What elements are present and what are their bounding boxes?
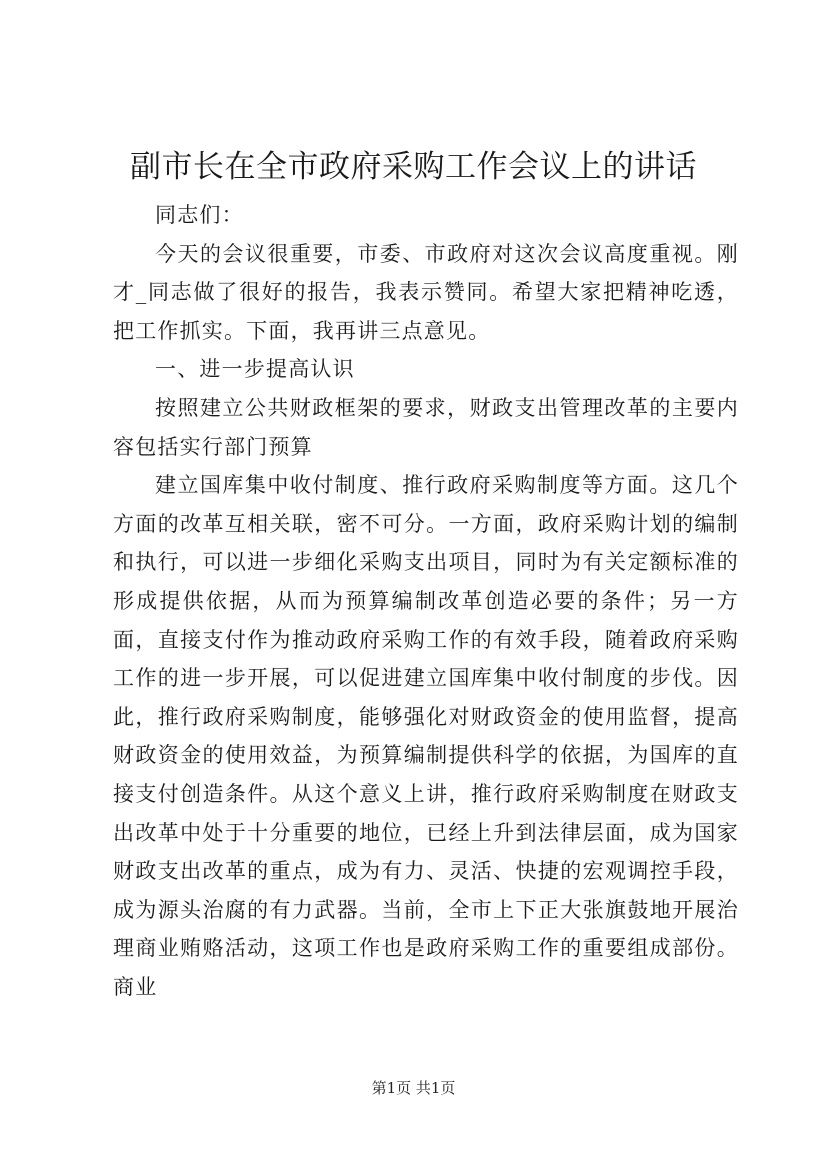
section-heading-1: 一、进一步提高认识: [155, 357, 355, 382]
document-body: [113, 196, 739, 1006]
greeting: 同志们：: [155, 203, 244, 227]
paragraph-budget: 按照建立公共财政框架的要求，财政支出管理改革的主要内容包括实行部门预算: [113, 395, 739, 459]
paragraph-reform: 建立国库集中收付制度、推行政府采购制度等方面。这几个方面的改革互相关联，密不可分。一方面，政府采购计划的编制和执行，可以进一步细化采购支出项目，同时为有关定额标准的形成提供依据，从而为预算编制改革创造必要的条件；另一方面，直接支付作为推动政府采购工作的有效手段，随着政府采购工作的进一步开展，可以促进建立国库集中收付制度的步伐。因此，推行政府采购制度，能够强化对财政资金的使用监督，提高财政资金的使用效益，为预算编制提供科学的依据，为国库的直接支付创造条件。从这个意义上讲，推行政府采购制度在财政支出改革中处于十分重要的地位，已经上升到法律层面，成为国家财政支出改革的重点，成为有力、灵活、快捷的宏观调控手段，成为源头治腐的有力武器。当前，全市上下正大张旗鼓地开展治理商业贿赂活动，这项工作也是政府采购工作的重要组成部份。商业: [113, 473, 739, 999]
page-footer: 第1页 共1页: [371, 1079, 456, 1097]
paragraph-intro: 今天的会议很重要，市委、市政府对这次会议高度重视。刚才_同志做了很好的报告，我表示赞同。希望大家把精神吃透，把工作抓实。下面，我再讲三点意见。: [113, 241, 739, 343]
document-title: 副市长在全市政府采购工作会议上的讲话: [130, 149, 697, 185]
